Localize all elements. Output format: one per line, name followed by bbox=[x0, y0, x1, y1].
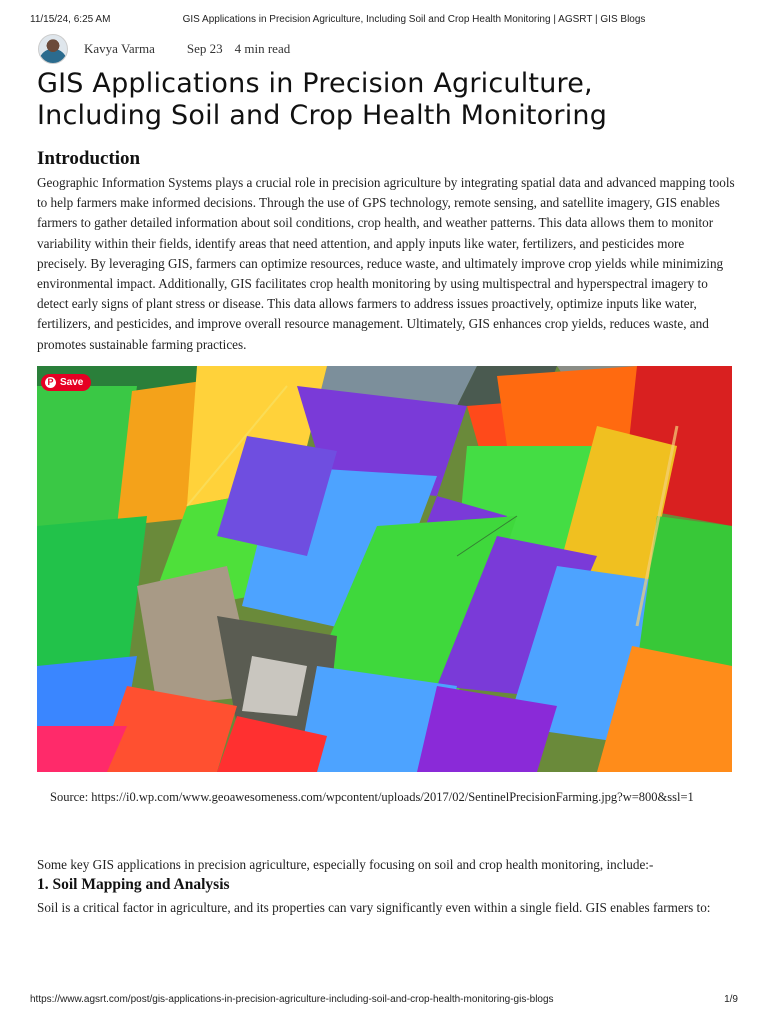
save-label: Save bbox=[60, 377, 84, 388]
page-title bbox=[37, 68, 738, 132]
author-name[interactable]: Kavya Varma bbox=[84, 41, 155, 56]
image-caption: Source: https://i0.wp.com/www.geoawesomeness.com/wpcontent/uploads/2017/02/SentinelPrecisionFarming.jpg?w=800&ssl=1 bbox=[50, 790, 694, 804]
page-url: https://www.agsrt.com/post/gis-applications-in-precision-agriculture-including-soil-and-crop-health-monitoring-gis-blogs bbox=[30, 994, 554, 1005]
print-date: 11/15/24, 6:25 AM bbox=[30, 14, 111, 25]
ndvi-field-image bbox=[37, 366, 732, 772]
page-number: 1/9 bbox=[724, 994, 738, 1005]
author-row bbox=[38, 34, 290, 64]
section-1-paragraph: Soil is a critical factor in agriculture, and its properties can vary significantly even within a single field. GIS enables farmers to: bbox=[37, 900, 711, 915]
read-time: 4 min read bbox=[234, 41, 291, 56]
lead-line: Some key GIS applications in precision agriculture, especially focusing on soil and crop health monitoring, include:- bbox=[37, 857, 654, 872]
print-doc-title: GIS Applications in Precision Agriculture, Including Soil and Crop Health Monitoring | AGSRT | GIS Blogs bbox=[182, 14, 646, 25]
intro-heading: Introduction bbox=[37, 148, 141, 169]
ndvi-image-graphic bbox=[37, 366, 732, 772]
title-line-2: Including Soil and Crop Health Monitoring bbox=[37, 100, 608, 131]
pinterest-icon: P bbox=[45, 377, 56, 388]
pinterest-save-button[interactable] bbox=[41, 374, 91, 391]
author-avatar[interactable] bbox=[38, 34, 68, 64]
section-1-heading: 1. Soil Mapping and Analysis bbox=[37, 876, 230, 893]
post-date: Sep 23 bbox=[186, 41, 223, 56]
title-line-1: GIS Applications in Precision Agriculture, bbox=[37, 68, 593, 99]
intro-paragraph: Geographic Information Systems plays a crucial role in precision agriculture by integrating spatial data and advanced mapping tools to help farmers make informed decisions. Through the use of GPS technology, remote sensing, and satellite imagery, GIS enables farmers to gather detailed information about soil conditions, crop health, and weather patterns. This data allows them to monitor variability within their fields, identify areas that need attention, and apply inputs like water, fertilizers, and pesticides more precisely. By leveraging GIS, farmers can optimize resources, reduce waste, and ultimately improve crop yields while minimizing environmental impact. Additionally, GIS facilitates crop health monitoring by using multispectral and hyperspectral imagery to detect early signs of plant stress or disease. This data allows farmers to address issues proactively, optimize inputs like water, fertilizers, and pesticides, and improve overall resource management. Ultimately, GIS enhances crop yields, reduces waste, and promotes sustainable farming practices. bbox=[37, 175, 735, 352]
